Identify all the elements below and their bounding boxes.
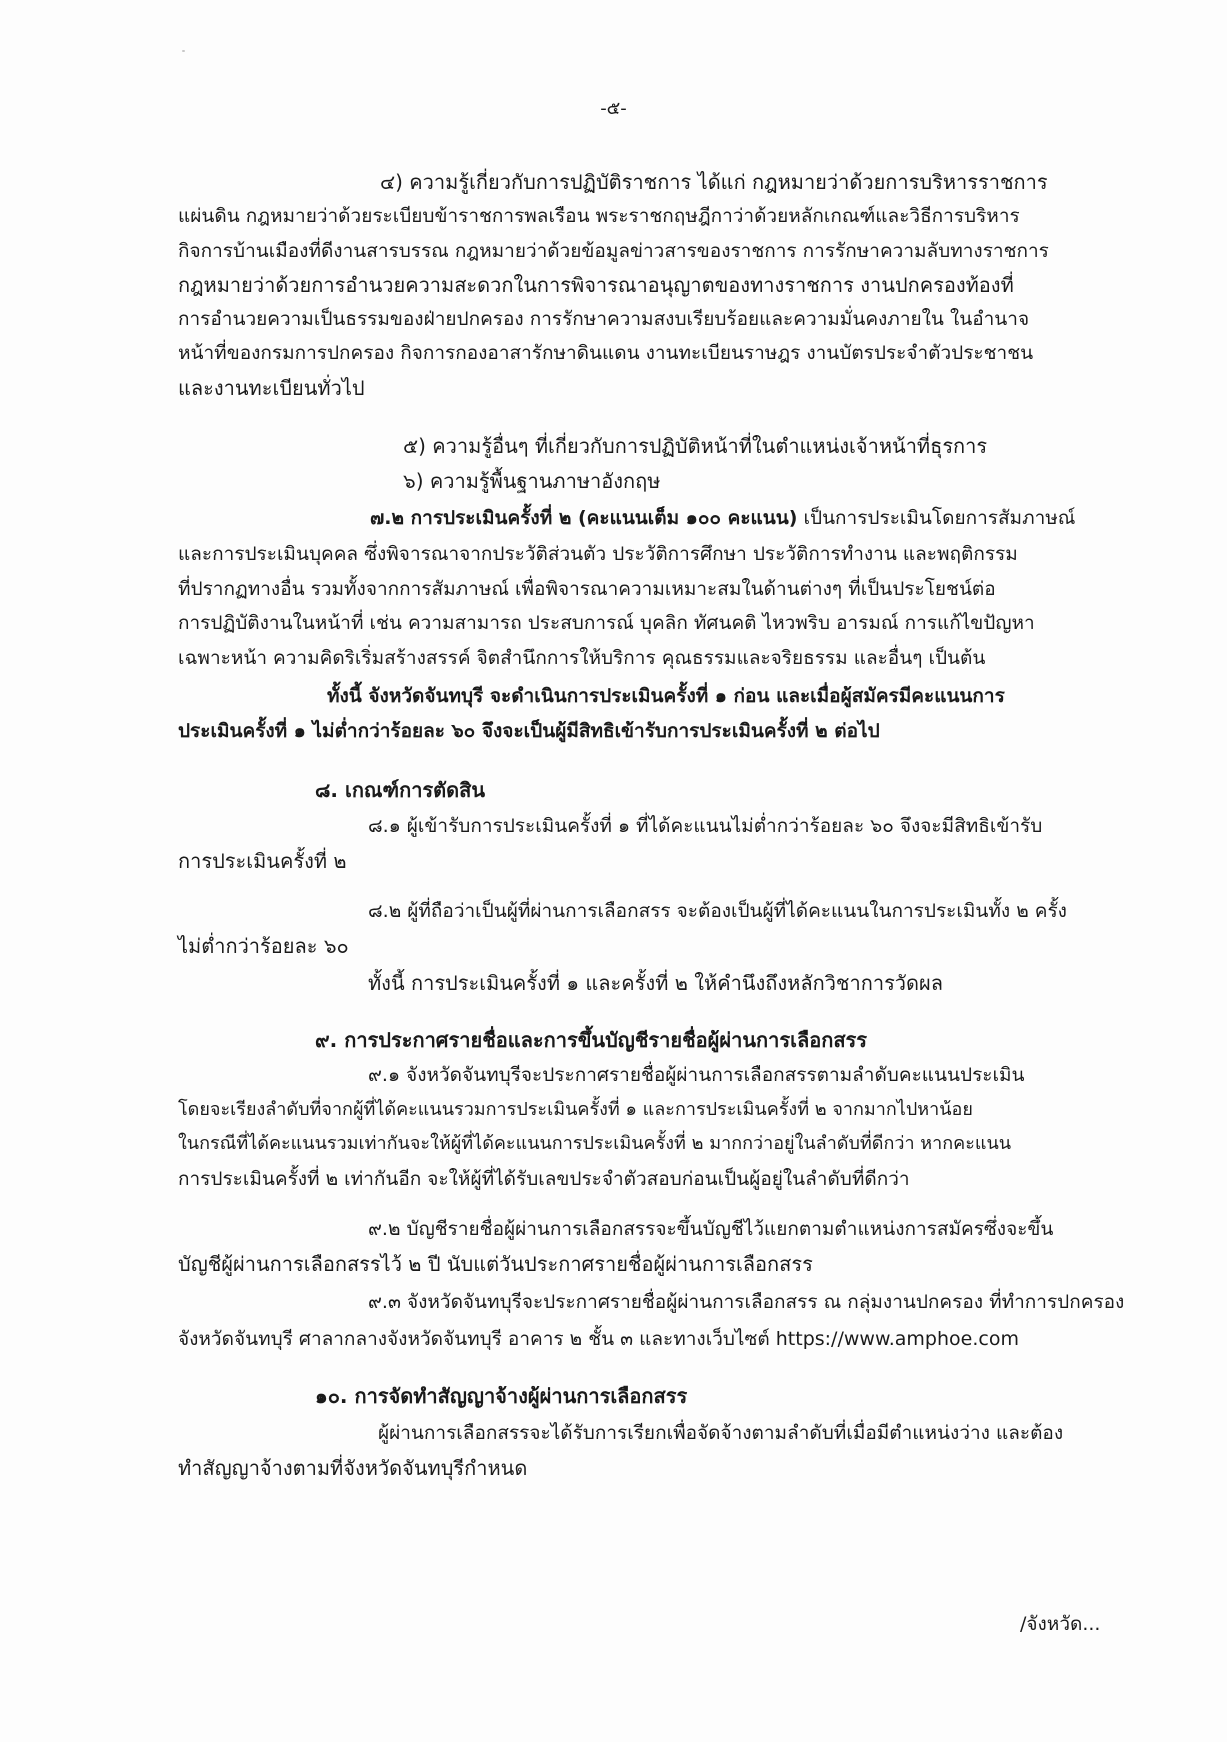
section-7-2-line-4: การปฏิบัติงานในหน้าที่ เช่น ความสามารถ ประสบการณ์ บุคลิก ทัศนคติ ไหวพริบ อารมณ์ การแก้ไขปัญหา [178,612,1035,634]
scan-speck [182,50,185,52]
section-7-2-line-1 [370,504,1075,532]
page-number: -๕- [600,98,627,119]
section-5: ๕) ความรู้อื่นๆ ที่เกี่ยวกับการปฏิบัติหน้าที่ในตำแหน่งเจ้าหน้าที่ธุรการ [403,434,988,458]
section-4-line-5: การอำนวยความเป็นธรรมของฝ่ายปกครอง การรักษาความสงบเรียบร้อยและความมั่นคงภายใน ในอำนาจ [178,308,1030,330]
section-9-1-line-4: การประเมินครั้งที่ ๒ เท่ากันอีก จะให้ผู้ที่ได้รับเลขประจำตัวสอบก่อนเป็นผู้อยู่ในลำดับที่ดีกว่า [178,1168,910,1190]
section-7-2-line-1-rest: เป็นการประเมินโดยการสัมภาษณ์ [797,507,1076,529]
section-4-line-6: หน้าที่ของกรมการปกครอง กิจการกองอาสารักษาดินแดน งานทะเบียนราษฎร งานบัตรประจำตัวประชาชน [178,342,1034,364]
note-bold-line-1: ทั้งนี้ จังหวัดจันทบุรี จะดำเนินการประเมินครั้งที่ ๑ ก่อน และเมื่อผู้สมัครมีคะแนนการ [327,685,1005,707]
section-7-2-heading: ๗.๒ การประเมินครั้งที่ ๒ (คะแนนเต็ม ๑๐๐ คะแนน) [370,507,798,529]
section-9-1-line-2: โดยจะเรียงลำดับที่จากผู้ที่ได้คะแนนรวมการประเมินครั้งที่ ๑ และการประเมินครั้งที่ ๒ จากมากไปหาน้อย [178,1099,973,1120]
section-9-1-line-3: ในกรณีที่ได้คะแนนรวมเท่ากันจะให้ผู้ที่ได้คะแนนการประเมินครั้งที่ ๒ มากกว่าอยู่ในลำดับที่ดีกว่า หากคะแนน [178,1133,1012,1154]
section-9-3-line-1: ๙.๓ จังหวัดจันทบุรีจะประกาศรายชื่อผู้ผ่านการเลือกสรร ณ กลุ่มงานปกครอง ที่ทำการปกครอง [368,1291,1125,1313]
section-7-2-line-5: เฉพาะหน้า ความคิดริเริ่มสร้างสรรค์ จิตสำนึกการให้บริการ คุณธรรมและจริยธรรม และอื่นๆ เป็นต้น [178,647,986,669]
section-4-line-2: แผ่นดิน กฎหมายว่าด้วยระเบียบข้าราชการพลเรือน พระราชกฤษฎีกาว่าด้วยหลักเกณฑ์และวิธีการบริหาร [178,205,1020,227]
section-4-line-1: ๔) ความรู้เกี่ยวกับการปฏิบัติราชการ ได้แก่ กฎหมายว่าด้วยการบริหารราชการ [380,170,1048,194]
section-8-heading: ๘. เกณฑ์การตัดสิน [315,778,486,802]
section-8-2-line-1: ๘.๒ ผู้ที่ถือว่าเป็นผู้ที่ผ่านการเลือกสรร จะต้องเป็นผู้ที่ได้คะแนนในการประเมินทั้ง ๒ ครั้ง [368,900,1067,922]
section-4-line-4: กฎหมายว่าด้วยการอำนวยความสะดวกในการพิจารณาอนุญาตของทางราชการ งานปกครองท้องที่ [178,273,1014,297]
section-10-line-1: ผู้ผ่านการเลือกสรรจะได้รับการเรียกเพื่อจัดจ้างตามลำดับที่เมื่อมีตำแหน่งว่าง และต้อง [378,1422,1064,1444]
section-9-heading: ๙. การประกาศรายชื่อและการขึ้นบัญชีรายชื่อผู้ผ่านการเลือกสรร [315,1028,868,1052]
section-8-1-line-1: ๘.๑ ผู้เข้ารับการประเมินครั้งที่ ๑ ที่ได้คะแนนไม่ต่ำกว่าร้อยละ ๖๐ จึงจะมีสิทธิเข้ารับ [368,815,1043,837]
section-9-2-line-1: ๙.๒ บัญชีรายชื่อผู้ผ่านการเลือกสรรจะขึ้นบัญชีไว้แยกตามตำแหน่งการสมัครซึ่งจะขึ้น [368,1218,1054,1240]
section-9-3-line-2: จังหวัดจันทบุรี ศาลากลางจังหวัดจันทบุรี อาคาร ๒ ชั้น ๓ และทางเว็บไซต์ https://www.amphoe.com [178,1328,1019,1350]
section-7-2-line-2: และการประเมินบุคคล ซึ่งพิจารณาจากประวัติส่วนตัว ประวัติการศึกษา ประวัติการทำงาน และพฤติกรรม [178,543,1018,565]
section-8-note: ทั้งนี้ การประเมินครั้งที่ ๑ และครั้งที่ ๒ ให้คำนึงถึงหลักวิชาการวัดผล [368,971,943,995]
section-8-2-line-2: ไม่ต่ำกว่าร้อยละ ๖๐ [178,934,349,958]
section-9-1-line-1: ๙.๑ จังหวัดจันทบุรีจะประกาศรายชื่อผู้ผ่านการเลือกสรรตามลำดับคะแนนประเมิน [368,1064,1025,1086]
note-bold-line-2: ประเมินครั้งที่ ๑ ไม่ต่ำกว่าร้อยละ ๖๐ จึงจะเป็นผู้มีสิทธิเข้ารับการประเมินครั้งที่ ๒ ต่อไป [178,720,880,742]
section-10-line-2: ทำสัญญาจ้างตามที่จังหวัดจันทบุรีกำหนด [178,1456,528,1480]
section-10-heading: ๑๐. การจัดทำสัญญาจ้างผู้ผ่านการเลือกสรร [315,1384,688,1408]
section-4-line-7: และงานทะเบียนทั่วไป [178,376,365,400]
section-8-1-line-2: การประเมินครั้งที่ ๒ [178,849,347,873]
section-9-2-line-2: บัญชีผู้ผ่านการเลือกสรรไว้ ๒ ปี นับแต่วันประกาศรายชื่อผู้ผ่านการเลือกสรร [178,1252,813,1276]
continuation-text: /จังหวัด... [1020,1613,1101,1635]
section-7-2-line-3: ที่ปรากฏทางอื่น รวมทั้งจากการสัมภาษณ์ เพื่อพิจารณาความเหมาะสมในด้านต่างๆ ที่เป็นประโยชน์ต่อ [178,578,996,600]
section-4-line-3: กิจการบ้านเมืองที่ดีงานสารบรรณ กฎหมายว่าด้วยข้อมูลข่าวสารของราชการ การรักษาความลับทางราชการ [178,240,1049,262]
section-6: ๖) ความรู้พื้นฐานภาษาอังกฤษ [403,469,661,493]
